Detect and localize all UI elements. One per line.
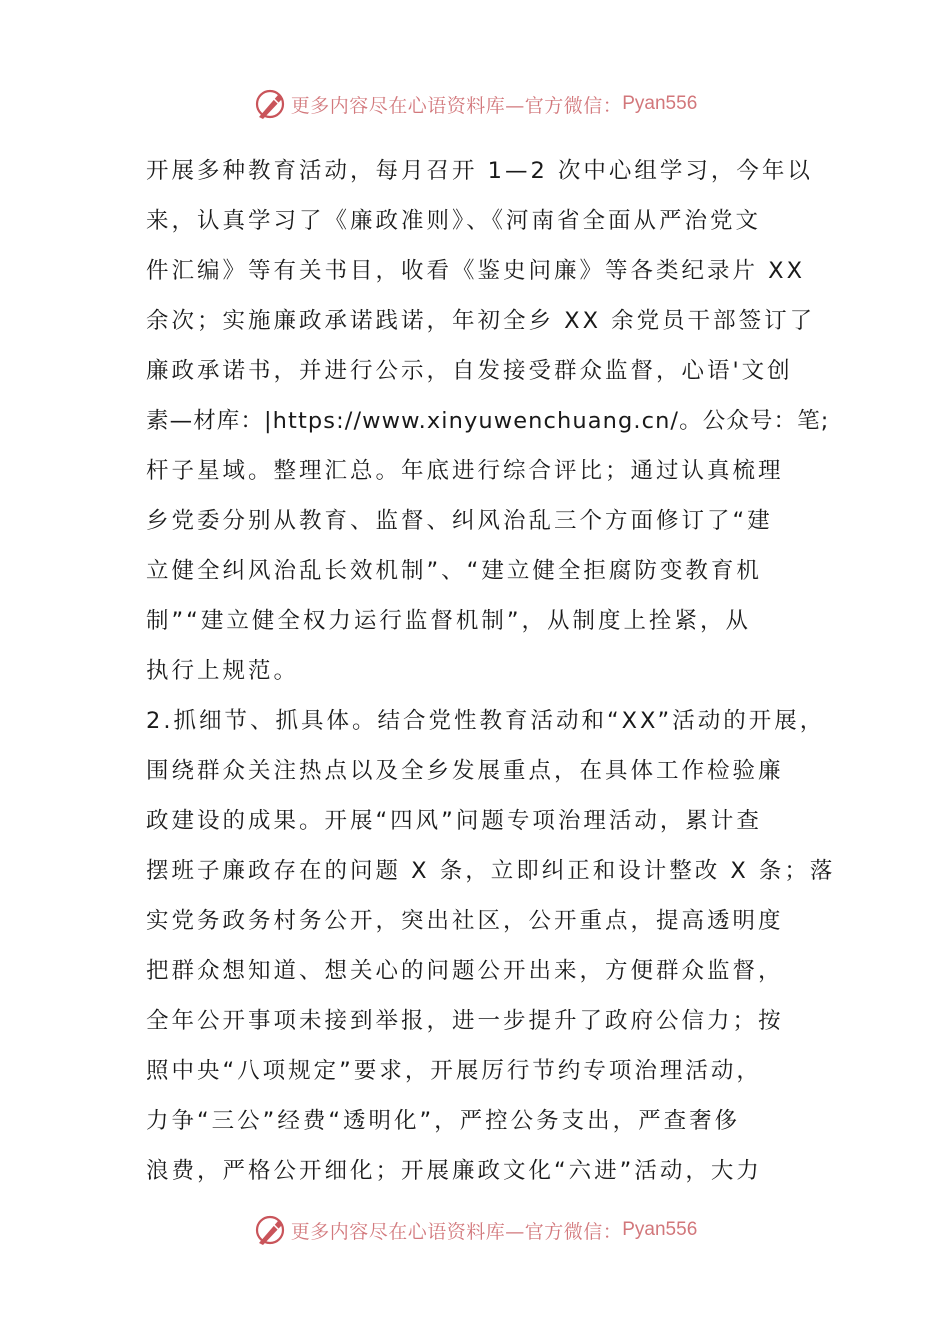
text-line: 2.抓细节、抓具体。结合党性教育活动和“XX”活动的开展， <box>146 708 826 734</box>
header-banner-wechat: Pyan556 <box>622 93 698 114</box>
text-line: 来，认真学习了《廉政准则》、《河南省全面从严治党文 <box>146 208 762 234</box>
text-line: 件汇编》等有关书目，收看《鉴史问廉》等各类纪录片 XX <box>146 258 805 284</box>
text-line: 执行上规范。 <box>146 658 300 684</box>
text-line: 实党务政务村务公开，突出社区，公开重点，提高透明度 <box>146 908 784 934</box>
text-line: 素—材库：|https://www.xinyuwenchuang.cn/。公众号：笔; <box>146 408 830 434</box>
footer-banner-wechat: Pyan556 <box>622 1219 698 1240</box>
text-line: 开展多种教育活动，每月召开 1—2 次中心组学习，今年以 <box>146 158 813 184</box>
text-line: 制”“建立健全权力运行监督机制”，从制度上拴紧，从 <box>146 608 751 634</box>
pen-logo-icon <box>253 1213 287 1247</box>
header-banner <box>0 84 950 124</box>
text-line: 把群众想知道、想关心的问题公开出来，方便群众监督， <box>146 958 784 984</box>
text-line: 浪费，严格公开细化；开展廉政文化“六进”活动，大力 <box>146 1158 762 1184</box>
pen-logo-icon <box>253 87 287 121</box>
text-line: 围绕群众关注热点以及全乡发展重点，在具体工作检验廉 <box>146 758 784 784</box>
footer-banner <box>0 1210 950 1250</box>
text-line: 力争“三公”经费“透明化”，严控公务支出，严查奢侈 <box>146 1108 741 1134</box>
text-line: 余次；实施廉政承诺践诺，年初全乡 XX 余党员干部签订了 <box>146 308 816 334</box>
text-line: 政建设的成果。开展“四风”问题专项治理活动，累计查 <box>146 808 762 834</box>
text-line: 杆子星域。整理汇总。年底进行综合评比；通过认真梳理 <box>146 458 784 484</box>
document-body <box>146 146 836 1196</box>
text-line: 摆班子廉政存在的问题 X 条，立即纠正和设计整改 X 条；落 <box>146 858 836 884</box>
header-banner-text: 更多内容尽在心语资料库—官方微信： <box>290 94 623 117</box>
text-line: 全年公开事项未接到举报，进一步提升了政府公信力；按 <box>146 1008 784 1034</box>
text-line: 照中央“八项规定”要求，开展厉行节约专项治理活动， <box>146 1058 762 1084</box>
text-line: 乡党委分别从教育、监督、纠风治乱三个方面修订了“建 <box>146 508 773 534</box>
text-line: 廉政承诺书，并进行公示，自发接受群众监督，心语'文创 <box>146 358 793 384</box>
footer-banner-text: 更多内容尽在心语资料库—官方微信： <box>290 1220 623 1243</box>
text-line: 立健全纠风治乱长效机制”、“建立健全拒腐防变教育机 <box>146 558 762 584</box>
